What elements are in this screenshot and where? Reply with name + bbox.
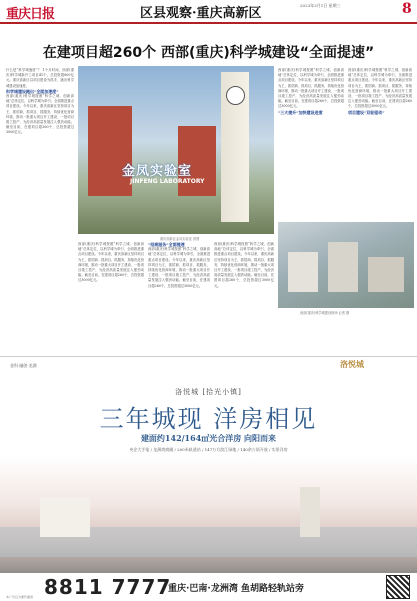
lab-sign-text-en: JINFENG LABORATORY xyxy=(130,178,205,185)
article-column-6 xyxy=(348,68,412,218)
article-body-4: 西部(重庆)科学城按照“科学之城、创新高地”总体定位，以科学城为牵引，全面推进重点项目建设。今年以来，重庆高新区坚持项目为王，抓招商、抓项目、抓服务，持续优化营商环境，推动一批重大项目开工建设、一批项目竣工投产，为经济高质量发展注入强劲动能。截至目前，在建项目超260个，总投资超过3000亿元。 xyxy=(214,242,274,288)
ad-features: 央企大手笔 / 龙洲湾商圈 / 200米轨道站 / 147万方滨江绿地 / 140余公顷开放 / 实景洋房 xyxy=(129,447,288,452)
ad-developer-logos: 金科·融创·龙湖 xyxy=(10,363,37,368)
ad-brand: 洛悦城 xyxy=(340,359,364,369)
villa-shape xyxy=(40,497,90,537)
article-column-3 xyxy=(148,242,210,352)
article-subhead-1: “三大提升”加快建设进度 xyxy=(278,109,323,115)
building-shape-4 xyxy=(328,242,358,292)
article-headline: 在建项目超260个 西部(重庆)科学城建设“全面提速” xyxy=(42,45,375,61)
construction-photo xyxy=(278,222,414,308)
photo-caption-1: 重庆高新区金凤实验室 供图 xyxy=(160,237,200,241)
tower-shape xyxy=(300,487,320,537)
building-shape-3 xyxy=(288,252,318,292)
ad-phone: 8811 7777 xyxy=(44,575,172,599)
article-lead: 什么是“科学城速度”？ 1个月时间，西部(重庆)科学城新开工项目41个，总投资超800亿元。重庆高新区以项目建设为抓手，跑出科学城建设加速度。 xyxy=(6,68,74,88)
article-column-4 xyxy=(214,242,274,352)
issue-date: 2023年3月1日 星期三 xyxy=(300,3,341,8)
article-subhead: 科学城建设跑出“全面加速度” xyxy=(6,88,59,94)
page-number: 8 xyxy=(402,1,412,17)
photo-caption-2: 西部(重庆)科学城建设现场 记者 摄 xyxy=(300,311,350,315)
article-column-2 xyxy=(78,242,144,352)
ad-landscape-image xyxy=(0,457,417,575)
ad-slogan: 三年城现 洋房相见 xyxy=(99,405,318,433)
article-body: 西部(重庆)科学城按照“科学之城、创新高地”总体定位，以科学城为牵引，全面推进重点项目建设。今年以来，重庆高新区坚持项目为王，抓招商、抓项目、抓服务，持续优化营商环境，推动一批重大项目开工建设、一批项目竣工投产，为经济高质量发展注入强劲动能。截至目前，在建项目超260个，总投资超过3000亿元。 xyxy=(6,94,74,135)
qr-code-icon xyxy=(386,575,410,599)
ad-title: 洛悦城 [拾光小镇] xyxy=(175,388,242,396)
clock-icon xyxy=(226,86,245,105)
masthead xyxy=(0,0,417,24)
ad-footer xyxy=(0,573,417,601)
article-subhead-2: 项目建设“双轮驱动” xyxy=(348,109,385,115)
newspaper-logo: 重庆日报 xyxy=(6,7,55,22)
building-shape xyxy=(88,106,132,196)
lab-sign-text: 金凤实验室 xyxy=(122,164,193,179)
ad-address: 重庆·巴南·龙洲湾 鱼胡路轻轨站旁 xyxy=(168,584,304,594)
clock-tower xyxy=(221,72,249,222)
article-body-6: 西部(重庆)科学城按照“科学之城、创新高地”总体定位，以科学城为牵引，全面推进重点项目建设。今年以来，重庆高新区坚持项目为王，抓招商、抓项目、抓服务，持续优化营商环境，推动一批重大项目开工建设、一批项目竣工投产，为经济高质量发展注入强劲动能。截至目前，在建项目超260个，总投资超过3000亿元。 xyxy=(348,68,412,109)
ad-subtitle: 建面约142/164㎡光合洋房 向阳而来 xyxy=(140,433,277,443)
article-subhead-3: “招商服务”全面提速 xyxy=(148,242,185,247)
real-estate-ad xyxy=(0,356,417,601)
article-body-3: 西部(重庆)科学城按照“科学之城、创新高地”总体定位，以科学城为牵引，全面推进重点项目建设。今年以来，重庆高新区坚持项目为王，抓招商、抓项目、抓服务，持续优化营商环境，推动一批重大项目开工建设、一批项目竣工投产，为经济高质量发展注入强劲动能。截至目前，在建项目超260个，总投资超过3000亿元。 xyxy=(148,247,210,288)
building-shape-5 xyxy=(368,257,404,292)
section-title: 区县观察·重庆高新区 xyxy=(140,6,262,21)
lab-photo xyxy=(78,66,274,234)
article-column-1 xyxy=(6,68,74,353)
ad-note: 本广告仅为要约邀请 xyxy=(6,595,34,599)
article-body-2: 西部(重庆)科学城按照“科学之城、创新高地”总体定位，以科学城为牵引，全面推进重点项目建设。今年以来，重庆高新区坚持项目为王，抓招商、抓项目、抓服务，持续优化营商环境，推动一批重大项目开工建设、一批项目竣工投产，为经济高质量发展注入强劲动能。截至目前，在建项目超260个，总投资超过3000亿元。 xyxy=(78,242,144,283)
article-column-5 xyxy=(278,68,344,218)
article-body-5: 西部(重庆)科学城按照“科学之城、创新高地”总体定位，以科学城为牵引，全面推进重点项目建设。今年以来，重庆高新区坚持项目为王，抓招商、抓项目、抓服务，持续优化营商环境，推动一批重大项目开工建设、一批项目竣工投产，为经济高质量发展注入强劲动能。截至目前，在建项目超260个，总投资超过3000亿元。 xyxy=(278,68,344,109)
